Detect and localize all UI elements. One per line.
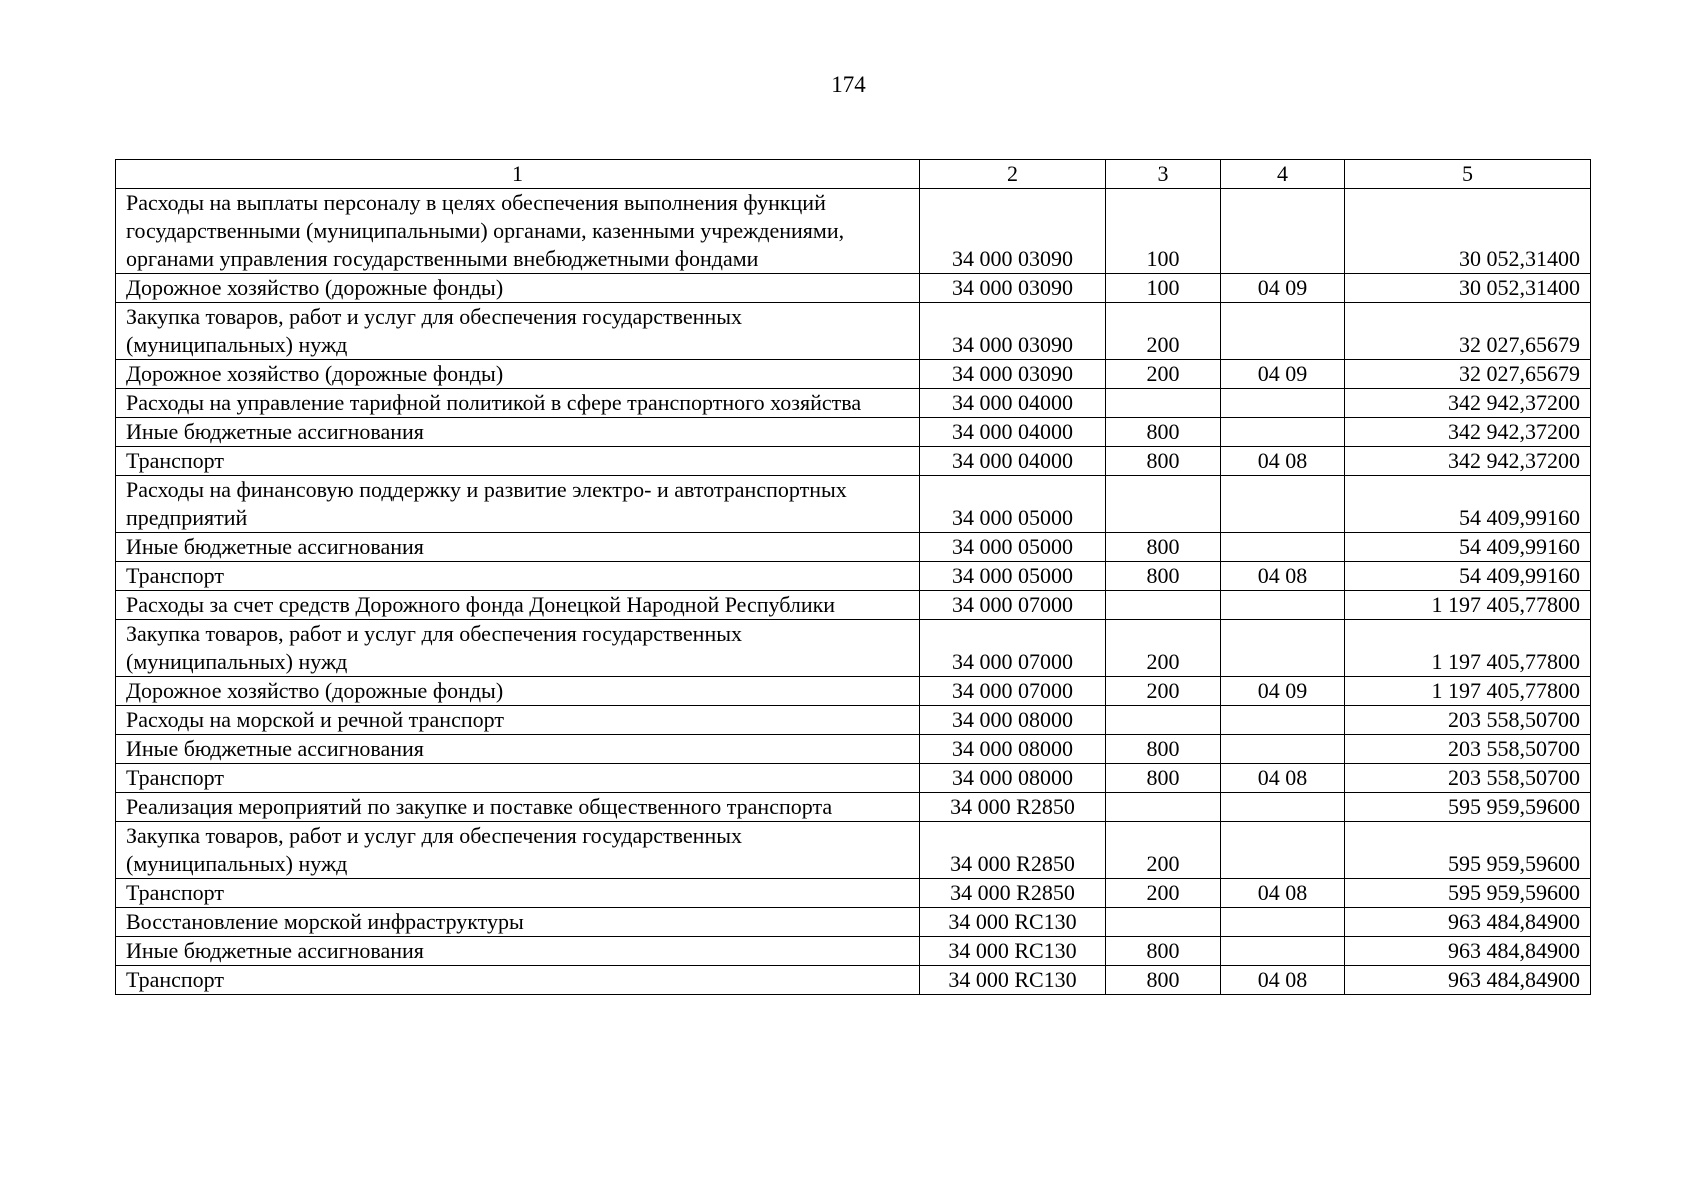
section-cell: 04 09 <box>1221 677 1345 706</box>
description-cell: Дорожное хозяйство (дорожные фонды) <box>116 274 920 303</box>
table-header-row <box>116 160 1591 189</box>
amount-cell: 1 197 405,77800 <box>1345 677 1591 706</box>
section-cell: 04 08 <box>1221 562 1345 591</box>
table-row <box>116 706 1591 735</box>
table-row <box>116 793 1591 822</box>
expense-type-cell <box>1106 908 1221 937</box>
code-cell: 34 000 08000 <box>920 706 1106 735</box>
section-cell <box>1221 189 1345 274</box>
budget-table <box>115 159 1591 995</box>
amount-cell: 963 484,84900 <box>1345 937 1591 966</box>
table-row <box>116 822 1591 879</box>
section-cell <box>1221 591 1345 620</box>
description-cell: Транспорт <box>116 764 920 793</box>
code-cell: 34 000 R2850 <box>920 793 1106 822</box>
description-cell: Иные бюджетные ассигнования <box>116 735 920 764</box>
expense-type-cell <box>1106 793 1221 822</box>
description-cell: Закупка товаров, работ и услуг для обеспечения государственных (муниципальных) нужд <box>116 620 920 677</box>
table-row <box>116 274 1591 303</box>
table-row <box>116 620 1591 677</box>
code-cell: 34 000 08000 <box>920 764 1106 793</box>
amount-cell: 54 409,99160 <box>1345 562 1591 591</box>
expense-type-cell: 800 <box>1106 937 1221 966</box>
code-cell: 34 000 07000 <box>920 620 1106 677</box>
amount-cell: 963 484,84900 <box>1345 908 1591 937</box>
description-cell: Иные бюджетные ассигнования <box>116 937 920 966</box>
table-row <box>116 360 1591 389</box>
table-row <box>116 966 1591 995</box>
table-row <box>116 879 1591 908</box>
description-cell: Реализация мероприятий по закупке и поставке общественного транспорта <box>116 793 920 822</box>
expense-type-cell: 200 <box>1106 360 1221 389</box>
table-row <box>116 447 1591 476</box>
expense-type-cell: 800 <box>1106 562 1221 591</box>
table-row <box>116 591 1591 620</box>
expense-type-cell: 200 <box>1106 879 1221 908</box>
expense-type-cell: 100 <box>1106 274 1221 303</box>
header-cell-3: 3 <box>1106 160 1221 189</box>
code-cell: 34 000 03090 <box>920 274 1106 303</box>
description-cell: Дорожное хозяйство (дорожные фонды) <box>116 360 920 389</box>
description-cell: Дорожное хозяйство (дорожные фонды) <box>116 677 920 706</box>
description-cell: Восстановление морской инфраструктуры <box>116 908 920 937</box>
code-cell: 34 000 05000 <box>920 562 1106 591</box>
table-row <box>116 764 1591 793</box>
amount-cell: 30 052,31400 <box>1345 274 1591 303</box>
expense-type-cell <box>1106 389 1221 418</box>
amount-cell: 342 942,37200 <box>1345 418 1591 447</box>
header-cell-4: 4 <box>1221 160 1345 189</box>
description-cell: Закупка товаров, работ и услуг для обеспечения государственных (муниципальных) нужд <box>116 822 920 879</box>
amount-cell: 1 197 405,77800 <box>1345 591 1591 620</box>
code-cell: 34 000 03090 <box>920 303 1106 360</box>
table-row <box>116 389 1591 418</box>
description-cell: Транспорт <box>116 447 920 476</box>
header-cell-5: 5 <box>1345 160 1591 189</box>
section-cell: 04 09 <box>1221 360 1345 389</box>
expense-type-cell: 200 <box>1106 677 1221 706</box>
section-cell <box>1221 533 1345 562</box>
code-cell: 34 000 04000 <box>920 418 1106 447</box>
table-body <box>116 189 1591 995</box>
expense-type-cell <box>1106 706 1221 735</box>
amount-cell: 342 942,37200 <box>1345 447 1591 476</box>
description-cell: Расходы на управление тарифной политикой в сфере транспортного хозяйства <box>116 389 920 418</box>
code-cell: 34 000 RC130 <box>920 937 1106 966</box>
expense-type-cell: 800 <box>1106 418 1221 447</box>
section-cell <box>1221 793 1345 822</box>
amount-cell: 30 052,31400 <box>1345 189 1591 274</box>
section-cell: 04 09 <box>1221 274 1345 303</box>
description-cell: Закупка товаров, работ и услуг для обеспечения государственных (муниципальных) нужд <box>116 303 920 360</box>
section-cell <box>1221 389 1345 418</box>
amount-cell: 54 409,99160 <box>1345 476 1591 533</box>
section-cell: 04 08 <box>1221 966 1345 995</box>
amount-cell: 963 484,84900 <box>1345 966 1591 995</box>
table-row <box>116 735 1591 764</box>
section-cell <box>1221 735 1345 764</box>
table-row <box>116 937 1591 966</box>
expense-type-cell: 800 <box>1106 533 1221 562</box>
code-cell: 34 000 04000 <box>920 389 1106 418</box>
expense-type-cell <box>1106 476 1221 533</box>
description-cell: Расходы на морской и речной транспорт <box>116 706 920 735</box>
code-cell: 34 000 04000 <box>920 447 1106 476</box>
expense-type-cell: 800 <box>1106 966 1221 995</box>
expense-type-cell: 100 <box>1106 189 1221 274</box>
table-row <box>116 476 1591 533</box>
code-cell: 34 000 07000 <box>920 677 1106 706</box>
expense-type-cell <box>1106 591 1221 620</box>
amount-cell: 342 942,37200 <box>1345 389 1591 418</box>
code-cell: 34 000 03090 <box>920 360 1106 389</box>
amount-cell: 203 558,50700 <box>1345 764 1591 793</box>
table-row <box>116 418 1591 447</box>
section-cell <box>1221 476 1345 533</box>
code-cell: 34 000 R2850 <box>920 822 1106 879</box>
code-cell: 34 000 07000 <box>920 591 1106 620</box>
description-cell: Расходы на финансовую поддержку и развитие электро- и автотранспортных предприятий <box>116 476 920 533</box>
section-cell <box>1221 303 1345 360</box>
amount-cell: 595 959,59600 <box>1345 793 1591 822</box>
section-cell <box>1221 620 1345 677</box>
description-cell: Транспорт <box>116 562 920 591</box>
code-cell: 34 000 05000 <box>920 476 1106 533</box>
amount-cell: 54 409,99160 <box>1345 533 1591 562</box>
section-cell <box>1221 822 1345 879</box>
section-cell: 04 08 <box>1221 879 1345 908</box>
expense-type-cell: 800 <box>1106 735 1221 764</box>
section-cell: 04 08 <box>1221 764 1345 793</box>
header-cell-1: 1 <box>116 160 920 189</box>
amount-cell: 595 959,59600 <box>1345 879 1591 908</box>
expense-type-cell: 200 <box>1106 620 1221 677</box>
description-cell: Иные бюджетные ассигнования <box>116 418 920 447</box>
expense-type-cell: 200 <box>1106 303 1221 360</box>
section-cell <box>1221 706 1345 735</box>
amount-cell: 32 027,65679 <box>1345 303 1591 360</box>
code-cell: 34 000 08000 <box>920 735 1106 764</box>
expense-type-cell: 800 <box>1106 447 1221 476</box>
description-cell: Транспорт <box>116 879 920 908</box>
header-cell-2: 2 <box>920 160 1106 189</box>
code-cell: 34 000 05000 <box>920 533 1106 562</box>
description-cell: Расходы на выплаты персоналу в целях обеспечения выполнения функций государственными (муниципальными) органами, казенными учреждениями, органами управления государственными внебюджетными фондами <box>116 189 920 274</box>
table-row <box>116 677 1591 706</box>
expense-type-cell: 200 <box>1106 822 1221 879</box>
code-cell: 34 000 RC130 <box>920 966 1106 995</box>
code-cell: 34 000 R2850 <box>920 879 1106 908</box>
amount-cell: 595 959,59600 <box>1345 822 1591 879</box>
amount-cell: 32 027,65679 <box>1345 360 1591 389</box>
expense-type-cell: 800 <box>1106 764 1221 793</box>
section-cell: 04 08 <box>1221 447 1345 476</box>
page-number: 174 <box>831 72 866 97</box>
code-cell: 34 000 RC130 <box>920 908 1106 937</box>
table-row <box>116 303 1591 360</box>
section-cell <box>1221 908 1345 937</box>
amount-cell: 1 197 405,77800 <box>1345 620 1591 677</box>
amount-cell: 203 558,50700 <box>1345 735 1591 764</box>
table-row <box>116 908 1591 937</box>
table-row <box>116 562 1591 591</box>
section-cell <box>1221 937 1345 966</box>
table-row <box>116 189 1591 274</box>
description-cell: Транспорт <box>116 966 920 995</box>
description-cell: Расходы за счет средств Дорожного фонда Донецкой Народной Республики <box>116 591 920 620</box>
section-cell <box>1221 418 1345 447</box>
description-cell: Иные бюджетные ассигнования <box>116 533 920 562</box>
code-cell: 34 000 03090 <box>920 189 1106 274</box>
table-row <box>116 533 1591 562</box>
amount-cell: 203 558,50700 <box>1345 706 1591 735</box>
